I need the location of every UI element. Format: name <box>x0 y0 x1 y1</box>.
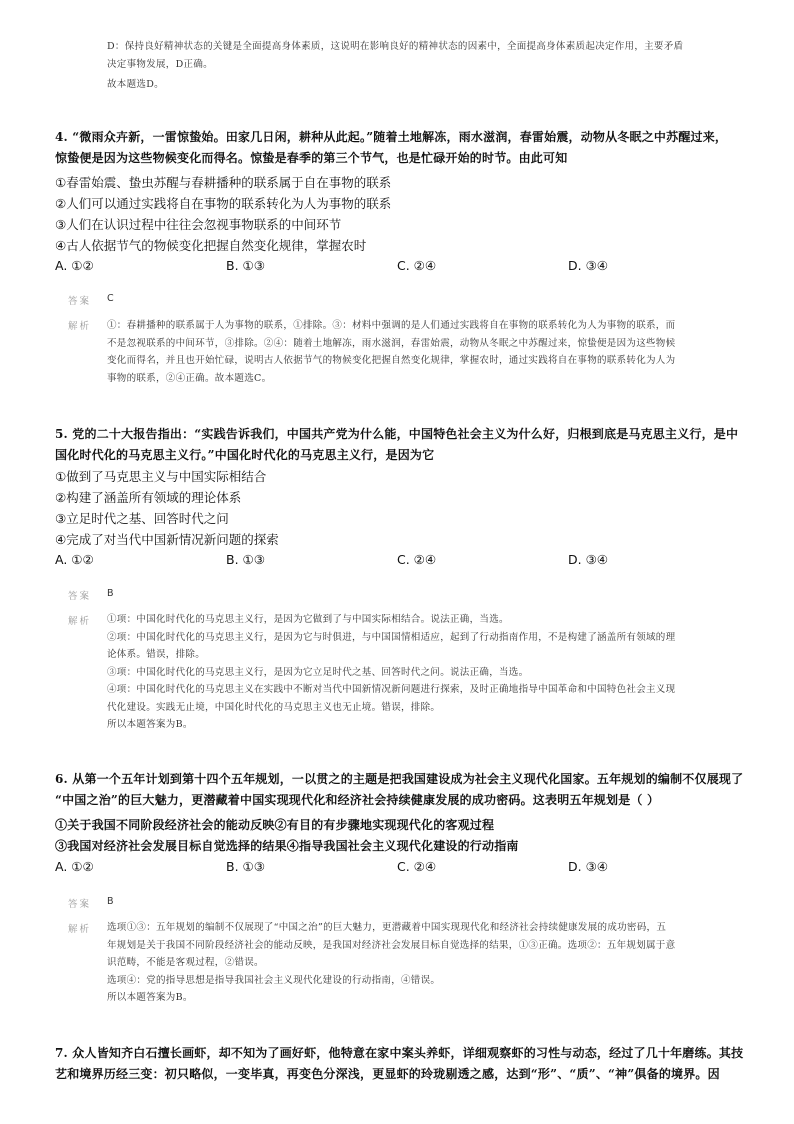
analysis-line: 年规划是关于我国不同阶段经济社会的能动反映，是我国对经济社会发展目标自觉选择的结果，①③正确。选项②：五年规划属于意 <box>107 939 676 951</box>
analysis-line: ④项：中国化时代化的马克思主义在实践中不断对当代中国新情况新问题进行探索，及时正确地指导中国革命和中国特色社会主义现 <box>107 684 676 695</box>
analysis-label: 解析 <box>68 321 92 332</box>
answer-value: C <box>107 293 114 304</box>
answer-value: B <box>107 588 114 599</box>
stem-line: 艺和境界历经三变：初只略似，一变毕真，再变色分深浅，更显虾的玲珑剔透之感，达到“形”、“质”、“神”俱备的境界。因 <box>55 1067 720 1081</box>
analysis-line: 所以本题答案为B。 <box>107 992 193 1003</box>
choice-c: C. ②④ <box>397 552 437 567</box>
analysis-line: 代化建设。实践无止境，中国化时代化的马克思主义也无止境。错误，排除。 <box>107 701 441 713</box>
analysis-line: ①项：中国化时代化的马克思主义行，是因为它做到了与中国实际相结合。说法正确，当选。 <box>107 614 509 625</box>
analysis-line: 不是忽视联系的中间环节，③排除。②④：随着土地解冻，雨水滋润，春雷始震，动物从冬眠之中苏醒过来，惊蛰便是因为这些物候 <box>107 337 676 349</box>
stem-line: 7. 众人皆知齐白石擅长画虾，却不知为了画好虾，他特意在家中案头养虾，详细观察虾的习性与动态，经过了几十年磨练。其技 <box>55 1046 744 1060</box>
choice-a: A. ①② <box>55 552 94 567</box>
analysis-line: ①：春耕播种的联系属于人为事物的联系，①排除。③：材料中强调的是人们通过实践将自在事物的联系转化为人为事物的联系，而 <box>107 320 676 331</box>
analysis-text <box>107 317 737 387</box>
answer-label: 答案 <box>68 296 92 307</box>
stem-line: 惊蛰便是因为这些物候变化而得名。惊蛰是春季的第三个节气，也是忙碌开始的时节。由此可知 <box>55 151 568 165</box>
stem-line: 4. “微雨众卉新，一雷惊蛰始。田家几日闲，耕种从此起。”随着土地解冻，雨水滋润，春雷始震，动物从冬眠之中苏醒过来， <box>55 130 728 144</box>
question-stem <box>55 1043 745 1085</box>
statement-item: ②构建了涵盖所有领域的理论体系 <box>55 490 242 505</box>
choice-c: C. ②④ <box>397 859 437 874</box>
statement-item: ①做到了马克思主义与中国实际相结合 <box>55 469 267 484</box>
choice-b: B. ①③ <box>226 859 265 874</box>
statement-item: ③立足时代之基、回答时代之问 <box>55 511 229 526</box>
question-stem <box>55 127 745 169</box>
analysis-text <box>107 919 737 1007</box>
choice-d: D. ③④ <box>568 552 608 567</box>
prev-analysis-line: 故本题选D。 <box>107 79 164 90</box>
statement-item: ①关于我国不同阶段经济社会的能动反映②有目的有步骤地实现现代化的客观过程 <box>55 818 495 832</box>
choice-d: D. ③④ <box>568 859 608 874</box>
stem-line: 6. 从第一个五年计划到第十四个五年规划，一以贯之的主题是把我国建设成为社会主义现代化国家。五年规划的编制不仅展现了 <box>55 772 744 786</box>
choice-d: D. ③④ <box>568 258 608 273</box>
choice-b: B. ①③ <box>226 552 265 567</box>
answer-label: 答案 <box>68 899 92 910</box>
analysis-line: ②项：中国化时代化的马克思主义行，是因为它与时俱进，与中国国情相适应，起到了行动指南作用，不是构建了涵盖所有领域的理 <box>107 631 676 643</box>
analysis-line: 所以本题答案为B。 <box>107 719 193 730</box>
choice-a: A. ①② <box>55 859 94 874</box>
statement-item: ③我国对经济社会发展目标自觉选择的结果④指导我国社会主义现代化建设的行动指南 <box>55 839 519 853</box>
analysis-label: 解析 <box>68 616 92 627</box>
question-stem <box>55 424 745 466</box>
analysis-line: 选项①③：五年规划的编制不仅展现了“中国之治”的巨大魅力，更潜藏着中国实现现代化和经济社会持续健康发展的成功密码，五 <box>107 922 667 933</box>
statement-item: ③人们在认识过程中往往会忽视事物联系的中间环节 <box>55 217 342 232</box>
answer-value: B <box>107 896 114 907</box>
prev-analysis-line: D：保持良好精神状态的关键是全面提高身体素质，这说明在影响良好的精神状态的因素中，全面提高身体素质起决定作用，主要矛盾 <box>107 41 684 52</box>
analysis-text <box>107 611 737 734</box>
analysis-line: 选项④：党的指导思想是指导我国社会主义现代化建设的行动指南，④错误。 <box>107 974 441 986</box>
analysis-line: 事物的联系，②④正确。故本题选C。 <box>107 372 272 384</box>
statement-item: ①春雷始震、蛰虫苏醒与春耕播种的联系属于自在事物的联系 <box>55 175 392 190</box>
analysis-line: ③项：中国化时代化的马克思主义行，是因为它立足时代之基、回答时代之问。说法正确，当选。 <box>107 666 529 678</box>
stem-line: 国化时代化的马克思主义行。”中国化时代化的马克思主义行，是因为它 <box>55 448 435 462</box>
statement-item: ②人们可以通过实践将自在事物的联系转化为人为事物的联系 <box>55 196 392 211</box>
analysis-line: 变化而得名，并且也开始忙碌，说明古人依据节气的物候变化把握自然变化规律，掌握农时，通过实践将自在事物的联系转化为人为 <box>107 355 676 366</box>
analysis-label: 解析 <box>68 924 92 935</box>
statement-item: ④古人依据节气的物候变化把握自然变化规律，掌握农时 <box>55 238 367 253</box>
stem-line: “中国之治”的巨大魅力，更潜藏着中国实现现代化和经济社会持续健康发展的成功密码。这表明五年规划是（ ） <box>55 793 660 807</box>
stem-line: 5. 党的二十大报告指出：“实践告诉我们，中国共产党为什么能，中国特色社会主义为什么好，归根到底是马克思主义行，是中 <box>55 427 739 441</box>
statement-item: ④完成了对当代中国新情况新问题的探索 <box>55 532 279 547</box>
answer-label: 答案 <box>68 591 92 602</box>
choice-b: B. ①③ <box>226 258 265 273</box>
question-stem <box>55 769 745 811</box>
choice-c: C. ②④ <box>397 258 437 273</box>
choice-a: A. ①② <box>55 258 94 273</box>
analysis-line: 识范畴，不能是客观过程，②错误。 <box>107 957 264 968</box>
prev-analysis-line: 决定事物发展，D正确。 <box>107 59 213 70</box>
analysis-line: 论体系。错误，排除。 <box>107 649 206 660</box>
